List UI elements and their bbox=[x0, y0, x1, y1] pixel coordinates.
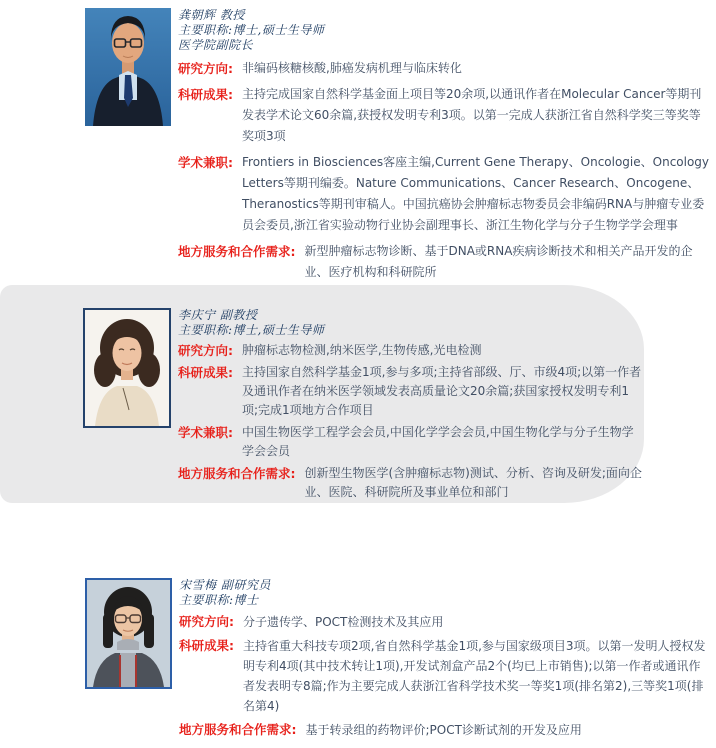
field-academic-positions bbox=[178, 152, 711, 236]
field-label: 学术兼职: bbox=[178, 155, 233, 170]
field-text: 非编码核糖核酸,肺癌发病机理与临床转化 bbox=[242, 61, 462, 75]
profile-photo bbox=[83, 308, 171, 428]
field-text: 主持完成国家自然科学基金面上项目等20余项,以通讯作者在Molecular Cancer等期刊发表学术论文60余篇,获授权发明专利3项。以第一完成人获浙江省自然科学奖三等奖等奖项3项 bbox=[242, 87, 702, 143]
field-label: 地方服务和合作需求: bbox=[178, 244, 296, 259]
field-label: 科研成果: bbox=[178, 87, 233, 102]
field-academic-positions bbox=[178, 423, 643, 461]
field-label: 学术兼职: bbox=[178, 425, 233, 440]
field-text: Frontiers in Biosciences客座主编,Current Gene Therapy、Oncologie、Oncology Letters等期刊编委。Nature Communications、Cancer Research、Oncogene、Theranostics等期刊审稿人。中国抗癌协会肿瘤标志物委员会非编码RNA与肿瘤专业委员会委员,浙江省实验动物行业协会副理事长、浙江生物化学与分子生物学学会理事 bbox=[242, 155, 710, 232]
field-research-direction bbox=[179, 612, 711, 632]
field-label: 研究方向: bbox=[179, 614, 234, 629]
profile-text-column bbox=[179, 578, 711, 740]
female-portrait-graphic bbox=[85, 310, 169, 426]
field-label: 研究方向: bbox=[178, 61, 233, 76]
field-text: 分子遗传学、POCT检测技术及其应用 bbox=[243, 615, 444, 629]
profile-photo bbox=[85, 578, 172, 689]
person-name: 李庆宁 副教授 bbox=[178, 308, 258, 322]
field-label: 科研成果: bbox=[178, 365, 233, 380]
field-research-achievements bbox=[178, 84, 711, 147]
field-text: 主持省重大科技专项2项,省自然科学基金1项,参与国家级项目3项。以第一发明人授权发明专利4项(其中技术转让1项),开发试剂盒产品2个(均已上市销售);以第一作者或通讯作者发表明专8篇;作为主要完成人获浙江省科学技术奖一等奖1项(排名第2),三等奖1项(排名第4) bbox=[243, 639, 706, 713]
male-portrait-graphic bbox=[85, 8, 171, 126]
field-label: 地方服务和合作需求: bbox=[178, 466, 296, 481]
field-label: 科研成果: bbox=[179, 638, 234, 653]
field-local-service-needs bbox=[179, 720, 711, 740]
person-title-2: 医学院副院长 bbox=[178, 38, 254, 52]
field-text: 创新型生物医学(含肿瘤标志物)测试、分析、咨询及研发;面向企业、医院、科研院所及事业单位和部门 bbox=[304, 466, 642, 499]
person-name: 宋雪梅 副研究员 bbox=[179, 578, 271, 592]
field-research-achievements bbox=[178, 363, 643, 420]
field-text: 肿瘤标志物检测,纳米医学,生物传感,光电检测 bbox=[242, 343, 482, 357]
profile-card-li-qingning bbox=[83, 308, 643, 502]
person-title: 主要职称:博士,硕士生导师 bbox=[178, 323, 325, 337]
field-text: 新型肿瘤标志物诊断、基于DNA或RNA疾病诊断技术和相关产品开发的企业、医疗机构和科研院所 bbox=[304, 244, 693, 279]
person-title: 主要职称:博士,硕士生导师 bbox=[178, 23, 325, 37]
person-name: 龚朝辉 教授 bbox=[178, 8, 245, 22]
field-text: 基于转录组的药物评价;POCT诊断试剂的开发及应用 bbox=[305, 723, 582, 737]
field-research-achievements bbox=[179, 636, 711, 716]
field-label: 地方服务和合作需求: bbox=[179, 722, 297, 737]
field-text: 主持国家自然科学基金1项,参与多项;主持省部级、厅、市级4项;以第一作者及通讯作者在纳米医学领域发表高质量论文20余篇;获国家授权发明专利1项;完成1项地方合作项目 bbox=[242, 365, 642, 417]
person-title: 主要职称:博士 bbox=[179, 593, 259, 607]
profile-card-gong-zhaohui bbox=[85, 8, 711, 283]
field-local-service-needs bbox=[178, 464, 643, 502]
field-local-service-needs bbox=[178, 241, 711, 283]
female-portrait-glasses-graphic bbox=[87, 580, 170, 687]
profile-photo bbox=[85, 8, 171, 126]
profile-text-column bbox=[178, 8, 711, 283]
profile-card-song-xuemei bbox=[85, 578, 711, 740]
field-research-direction bbox=[178, 341, 643, 360]
field-research-direction bbox=[178, 58, 711, 79]
field-text: 中国生物医学工程学会会员,中国化学学会会员,中国生物化学与分子生物学学会会员 bbox=[242, 425, 634, 458]
profile-text-column bbox=[178, 308, 643, 502]
field-label: 研究方向: bbox=[178, 343, 233, 358]
